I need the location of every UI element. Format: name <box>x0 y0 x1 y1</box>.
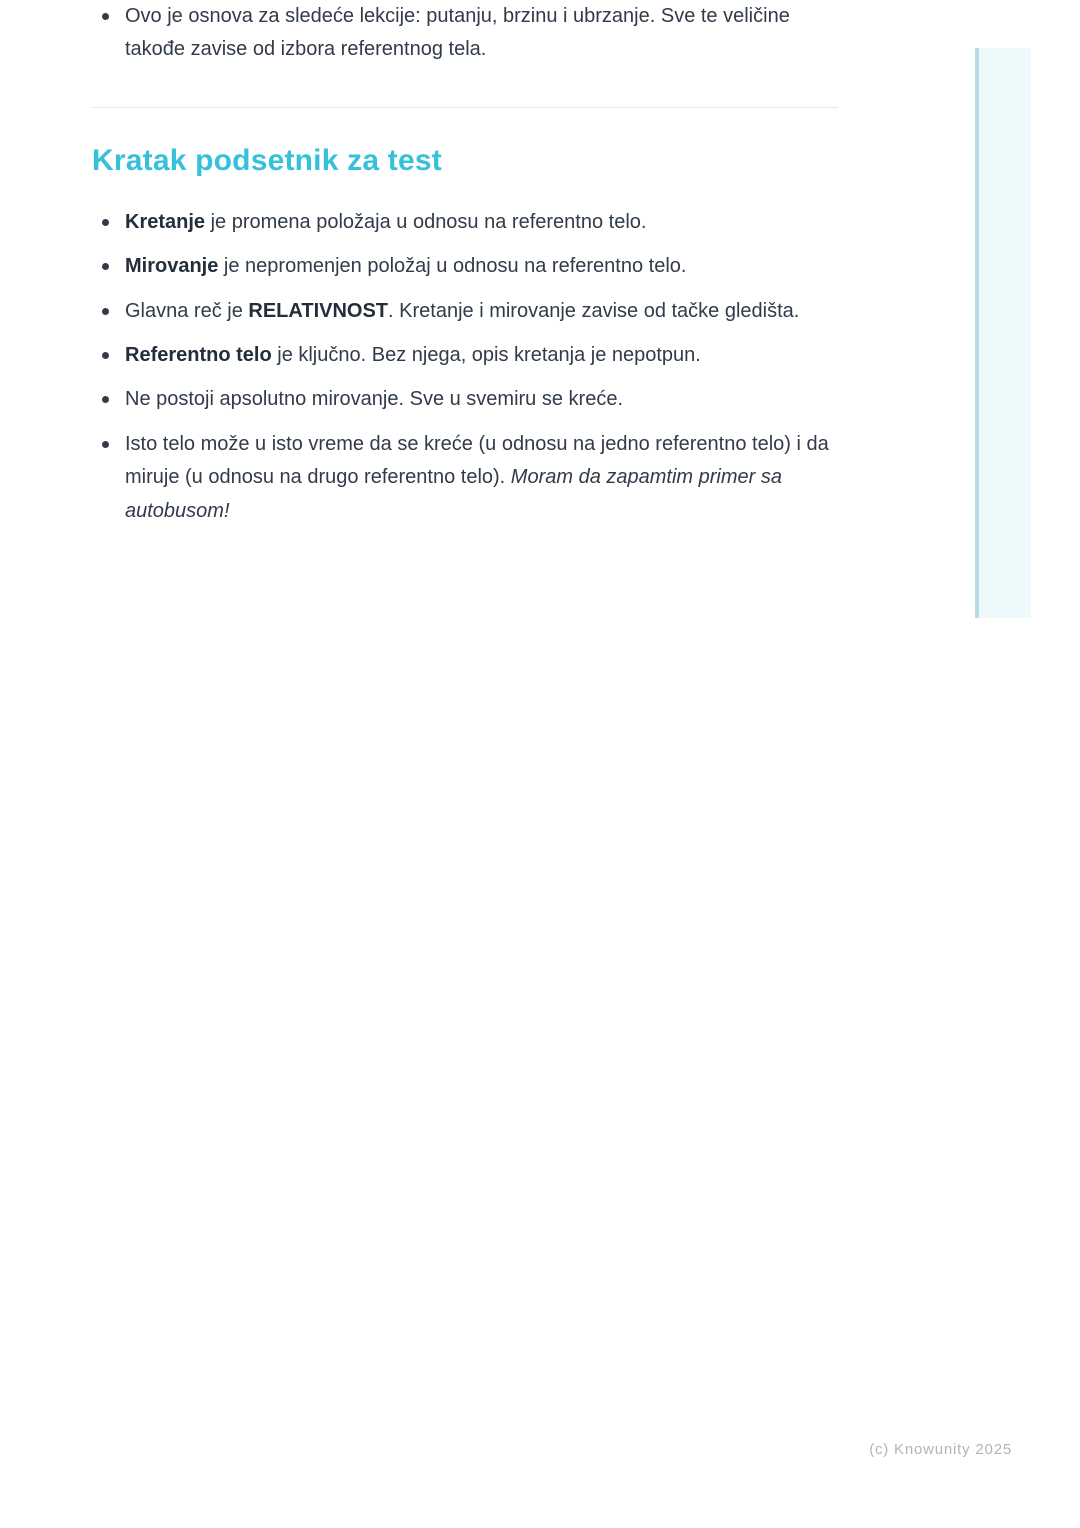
text-segment: Moram da zapamtim primer sa autobusom! <box>125 466 782 522</box>
text-segment: je nepromenjen položaj u odnosu na referentno telo. <box>218 255 687 278</box>
list-item <box>92 295 838 328</box>
document-content <box>92 0 838 539</box>
section-title: Kratak podsetnik za test <box>92 143 442 177</box>
text-segment: Isto telo može u isto vreme da se kreće (u odnosu na jedno referentno telo) i da miruje (u odnosu na drugo referentno telo). <box>125 432 829 489</box>
text-segment: Ovo je osnova za sledeće lekcije: putanju, brzinu i ubrzanje. Sve te veličine takođe zavise od izbora referentnog tela. <box>125 5 790 61</box>
text-segment: Glavna reč je <box>125 299 249 322</box>
section-divider <box>92 107 838 108</box>
text-segment: . Kretanje i mirovanje zavise od tačke gledišta. <box>388 299 800 322</box>
text-segment: Kretanje <box>125 210 206 233</box>
list-item <box>92 206 838 239</box>
intro-list <box>92 0 838 67</box>
reminder-list <box>92 206 838 528</box>
list-item <box>92 428 838 528</box>
text-segment: Referentno telo <box>125 343 272 366</box>
list-item <box>92 250 838 283</box>
side-highlight-strip <box>975 48 1031 618</box>
list-item <box>92 0 838 67</box>
list-item <box>92 339 838 372</box>
footer-copyright: (c) Knowunity 2025 <box>869 1441 1012 1458</box>
text-segment: je promena položaja u odnosu na referentno telo. <box>205 210 647 233</box>
list-item <box>92 383 838 416</box>
text-segment: Mirovanje <box>125 255 219 278</box>
text-segment: RELATIVNOST <box>248 299 389 322</box>
text-segment: je ključno. Bez njega, opis kretanja je nepotpun. <box>271 343 701 366</box>
text-segment: Ne postoji apsolutno mirovanje. Sve u svemiru se kreće. <box>125 388 624 411</box>
